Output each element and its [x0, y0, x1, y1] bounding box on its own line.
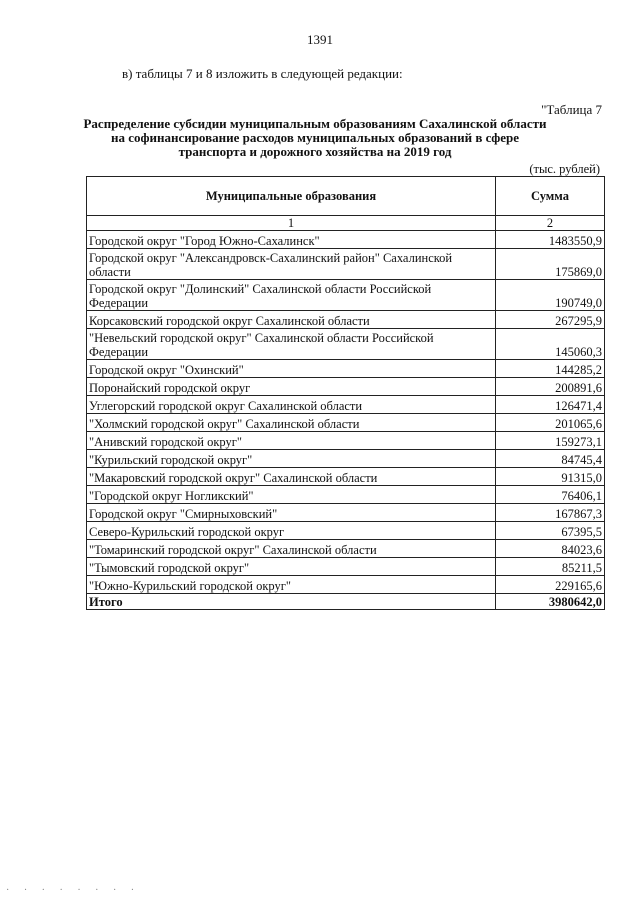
subsidy-table	[86, 176, 605, 610]
subsidy-sum: 200891,6	[495, 378, 604, 396]
municipality-name: Корсаковский городской округ Сахалинской области	[87, 311, 496, 329]
table-row	[87, 360, 605, 378]
table-reference: "Таблица 7	[541, 102, 602, 117]
table-row	[87, 468, 605, 486]
total-label: Итого	[87, 594, 496, 610]
intro-text: в) таблицы 7 и 8 изложить в следующей редакции:	[122, 66, 403, 81]
table-row	[87, 540, 605, 558]
municipality-name: Северо-Курильский городской округ	[87, 522, 496, 540]
table-row	[87, 522, 605, 540]
municipality-name: "Тымовский городской округ"	[87, 558, 496, 576]
subsidy-sum: 144285,2	[495, 360, 604, 378]
table-row	[87, 558, 605, 576]
header-municipalities: Муниципальные образования	[87, 177, 496, 216]
column-number-2: 2	[495, 216, 604, 231]
subsidy-sum: 167867,3	[495, 504, 604, 522]
municipality-name: "Курильский городской округ"	[87, 450, 496, 468]
subsidy-sum: 229165,6	[495, 576, 604, 594]
scan-artifact: · · · · · · · ·	[6, 885, 141, 896]
municipality-name: "Томаринский городской округ" Сахалинской области	[87, 540, 496, 558]
municipality-name: "Южно-Курильский городской округ"	[87, 576, 496, 594]
municipality-name: Углегорский городской округ Сахалинской области	[87, 396, 496, 414]
header-sum: Сумма	[495, 177, 604, 216]
column-number-1: 1	[87, 216, 496, 231]
municipality-name: Поронайский городской округ	[87, 378, 496, 396]
subsidy-sum: 84023,6	[495, 540, 604, 558]
municipality-name: Городской округ "Долинский" Сахалинской области Российской Федерации	[87, 280, 496, 311]
municipality-name: "Макаровский городской округ" Сахалинской области	[87, 468, 496, 486]
table-row	[87, 432, 605, 450]
subsidy-sum: 91315,0	[495, 468, 604, 486]
units-label: (тыс. рублей)	[529, 162, 600, 176]
subsidy-sum: 201065,6	[495, 414, 604, 432]
table-row	[87, 486, 605, 504]
table-row	[87, 231, 605, 249]
subsidy-sum: 85211,5	[495, 558, 604, 576]
municipality-name: Городской округ "Охинский"	[87, 360, 496, 378]
table-row	[87, 280, 605, 311]
municipality-name: Городской округ "Александровск-Сахалинский район" Сахалинской области	[87, 249, 496, 280]
municipality-name: Городской округ "Город Южно-Сахалинск"	[87, 231, 496, 249]
table-row	[87, 504, 605, 522]
total-row	[87, 594, 605, 610]
table-row	[87, 414, 605, 432]
column-number-row	[87, 216, 605, 231]
municipality-name: "Невельский городской округ" Сахалинской области Российской Федерации	[87, 329, 496, 360]
subsidy-sum: 1483550,9	[495, 231, 604, 249]
municipality-name: "Холмский городской округ" Сахалинской области	[87, 414, 496, 432]
total-sum: 3980642,0	[495, 594, 604, 610]
table-row	[87, 329, 605, 360]
table-row	[87, 396, 605, 414]
subsidy-sum: 145060,3	[495, 329, 604, 360]
subsidy-sum: 84745,4	[495, 450, 604, 468]
page-number: 1391	[307, 32, 333, 47]
subsidy-sum: 190749,0	[495, 280, 604, 311]
table-row	[87, 311, 605, 329]
municipality-name: "Городской округ Ногликский"	[87, 486, 496, 504]
document-title: Распределение субсидии муниципальным образованиям Сахалинской области на софинансирование расходов муниципальных образований в сфере транспорта и дорожного хозяйства на 2019 год	[83, 116, 547, 159]
subsidy-sum: 76406,1	[495, 486, 604, 504]
subsidy-sum: 175869,0	[495, 249, 604, 280]
subsidy-sum: 126471,4	[495, 396, 604, 414]
table-row	[87, 450, 605, 468]
subsidy-sum: 67395,5	[495, 522, 604, 540]
table-body	[87, 216, 605, 610]
subsidy-sum: 267295,9	[495, 311, 604, 329]
municipality-name: Городской округ "Смирныховский"	[87, 504, 496, 522]
table-row	[87, 576, 605, 594]
municipality-name: "Анивский городской округ"	[87, 432, 496, 450]
table-row	[87, 249, 605, 280]
subsidy-sum: 159273,1	[495, 432, 604, 450]
table-row	[87, 378, 605, 396]
